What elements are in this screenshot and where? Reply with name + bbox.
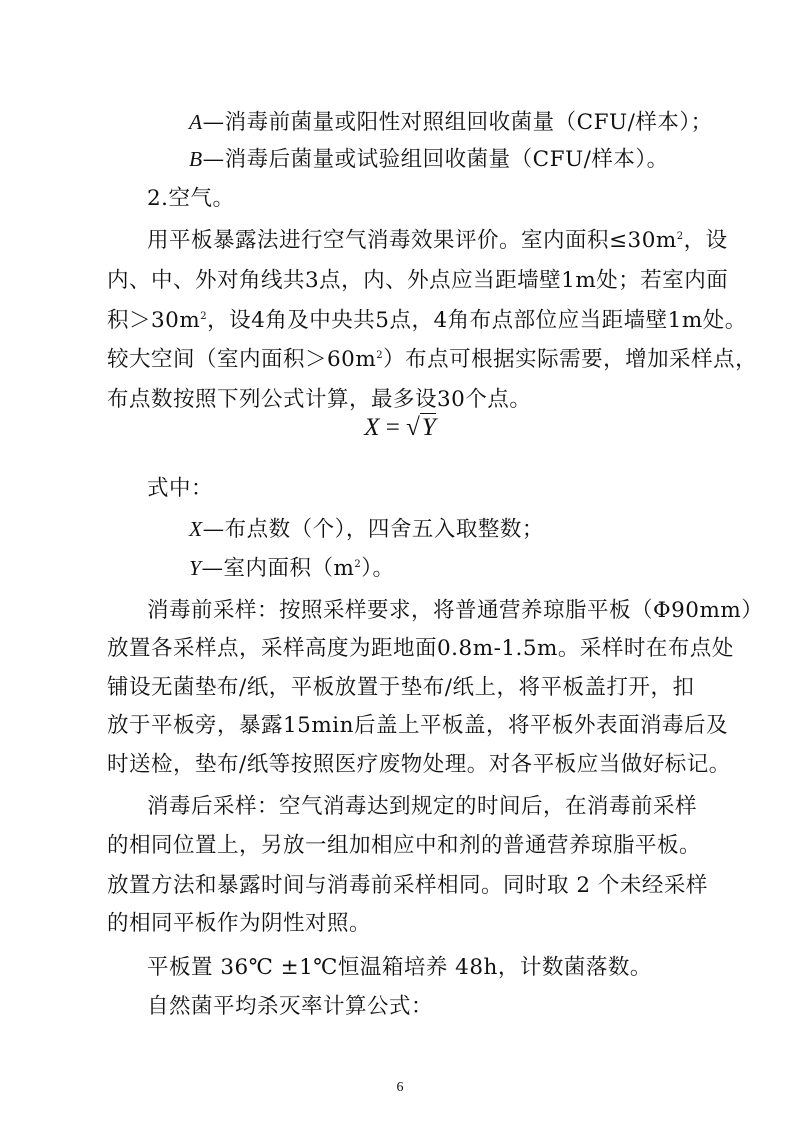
line-text: ）布点可根据实际需要，增加采样点， xyxy=(383,347,758,372)
paragraph-line: 铺设无菌垫布/纸，平板放置于垫布/纸上，将平板盖打开，扣 xyxy=(107,675,695,700)
superscript: 2 xyxy=(354,558,362,570)
line-text: ，设 xyxy=(683,228,728,253)
paragraph-line: 布点数按照下列公式计算，最多设30个点。 xyxy=(107,387,532,412)
line-text: 用平板暴露法进行空气消毒效果评价。室内面积≤30m xyxy=(147,228,677,253)
paragraph-line: 的相同位置上，另放一组加相应中和剂的普通营养琼脂平板。 xyxy=(107,833,702,858)
paragraph-line xyxy=(107,306,747,336)
where-label: 式中： xyxy=(147,476,214,501)
def-a-text: —消毒前菌量或阳性对照组回收菌量（CFU/样本）； xyxy=(202,110,713,135)
section-heading-air: 2.空气。 xyxy=(147,186,235,211)
def-a-line xyxy=(189,107,789,138)
paragraph-line: 消毒后采样：空气消毒达到规定的时间后，在消毒前采样 xyxy=(147,794,698,819)
paragraph-line: 的相同平板作为阴性对照。 xyxy=(107,911,372,936)
var-x: X xyxy=(189,517,203,541)
def-x-line xyxy=(189,514,789,545)
line-text: ，设4角及中央共5点，4角布点部位应当距墙壁1m处。 xyxy=(207,308,747,333)
line-text: 较大空间（室内面积＞60m xyxy=(107,347,377,372)
paragraph-line xyxy=(147,226,747,256)
formula-lhs: X xyxy=(364,414,380,441)
paragraph-line xyxy=(107,345,758,375)
paragraph-line: 内、中、外对角线共3点，内、外点应当距墙壁1m处；若室内面 xyxy=(107,268,729,293)
sqrt-symbol: √ xyxy=(406,414,420,441)
paragraph-line: 平板置 36℃ ±1℃恒温箱培养 48h，计数菌落数。 xyxy=(147,955,652,980)
var-b: B xyxy=(189,147,203,171)
superscript: 2 xyxy=(676,230,684,242)
line-text: 积＞30m xyxy=(107,308,201,333)
paragraph-line: 放置方法和暴露时间与消毒前采样相同。同时取 2 个未经采样 xyxy=(107,873,708,898)
formula xyxy=(0,414,800,442)
def-x-text: —布点数（个），四舍五入取整数； xyxy=(202,517,544,542)
var-a: A xyxy=(189,110,203,134)
line-text: ）。 xyxy=(361,556,395,581)
var-y: Y xyxy=(189,556,202,580)
formula-rhs: Y xyxy=(421,414,436,441)
paragraph-line: 自然菌平均杀灭率计算公式： xyxy=(147,994,434,1019)
paragraph-line: 时送检，垫布/纸等按照医疗废物处理。对各平板应当做好标记。 xyxy=(107,752,731,777)
def-b-text: —消毒后菌量或试验组回收菌量（CFU/样本）。 xyxy=(202,147,669,172)
formula-equals: = xyxy=(379,414,407,441)
paragraph-line: 消毒前采样：按照采样要求，将普通营养琼脂平板（Φ90mm） xyxy=(147,598,764,623)
def-y-line xyxy=(189,553,789,584)
superscript: 2 xyxy=(200,310,208,322)
def-b-line xyxy=(189,144,789,175)
paragraph-line: 放于平板旁，暴露15min后盖上平板盖，将平板外表面消毒后及 xyxy=(107,713,728,738)
paragraph-line: 放置各采样点，采样高度为距地面0.8m-1.5m。采样时在布点处 xyxy=(107,636,734,661)
def-y-text: —室内面积（m xyxy=(201,556,355,581)
superscript: 2 xyxy=(376,349,384,361)
page-number: 6 xyxy=(396,1080,404,1095)
